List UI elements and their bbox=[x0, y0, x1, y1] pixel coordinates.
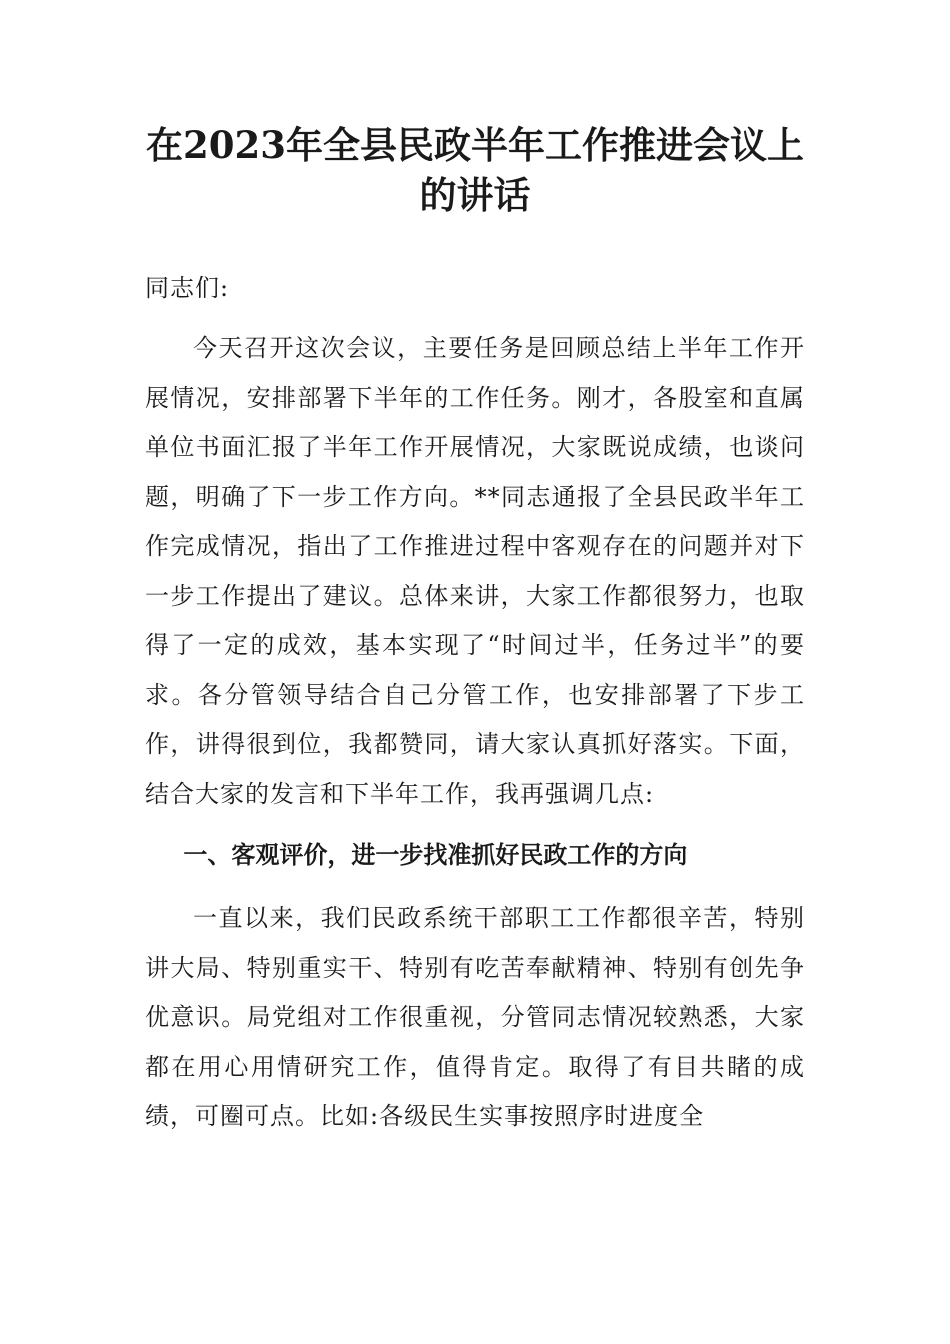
salutation: 同志们: bbox=[145, 274, 230, 302]
section-paragraph: 一直以来，我们民政系统干部职工工作都很辛苦，特别讲大局、特别重实干、特别有吃苦奉献精神、特别有创先争优意识。局党组对工作很重视，分管同志情况较熟悉，大家都在用心用情研究工作，值得肯定。取得了有目共睹的成绩，可圈可点。比如:各级民生实事按照序时进度全 bbox=[145, 904, 805, 1130]
body-paragraph: 今天召开这次会议，主要任务是回顾总结上半年工作开展情况，安排部署下半年的工作任务。刚才，各股室和直属单位书面汇报了半年工作开展情况，大家既说成绩，也谈问题，明确了下一步工作方向。**同志通报了全县民政半年工作完成情况，指出了工作推进过程中客观存在的问题并对下一步工作提出了建议。总体来讲，大家工作都很努力，也取得了一定的成效，基本实现了“时间过半，任务过半”的要求。各分管领导结合自己分管工作，也安排部署了下步工作，讲得很到位，我都赞同，请大家认真抓好落实。下面，结合大家的发言和下半年工作，我再强调几点: bbox=[145, 334, 805, 808]
document-title: 在2023年全县民政半年工作推进会议上的讲话 bbox=[146, 123, 804, 217]
section-heading: 一、客观评价，进一步找准抓好民政工作的方向 bbox=[183, 841, 688, 869]
document-page bbox=[145, 120, 805, 1142]
